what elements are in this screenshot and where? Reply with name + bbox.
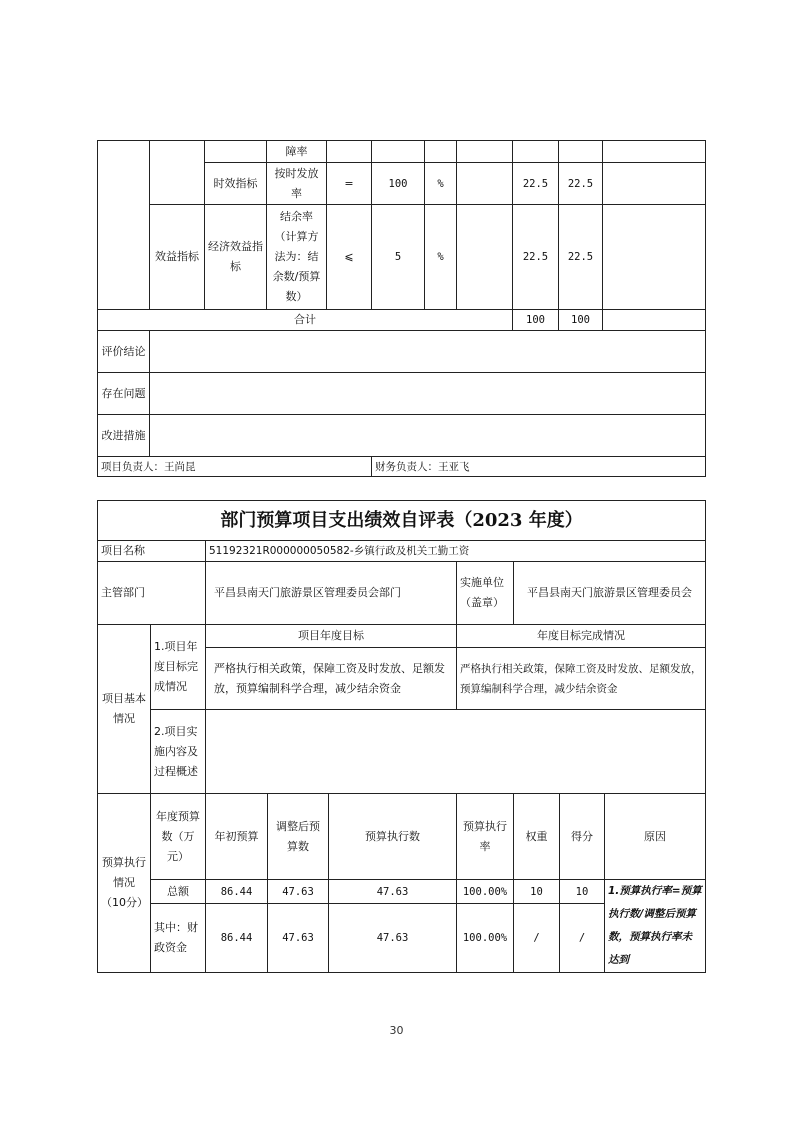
page-number: 30	[389, 1024, 404, 1037]
evaluation-conclusion-row	[98, 331, 706, 373]
operator-cell: =	[327, 163, 372, 205]
initial-budget: 86.44	[206, 904, 268, 973]
sub-category-cell	[205, 141, 267, 163]
initial-budget: 86.44	[206, 880, 268, 904]
weight: /	[514, 904, 560, 973]
header-adjusted-budget: 调整后预算数	[268, 794, 329, 880]
dept-label: 主管部门	[98, 562, 206, 625]
header-reason: 原因	[605, 794, 706, 880]
executed-amount: 47.63	[329, 880, 457, 904]
project-name-label: 项目名称	[98, 541, 206, 562]
project-name-row	[98, 541, 706, 562]
budget-row-total	[98, 880, 706, 904]
operator-cell	[327, 141, 372, 163]
total-row	[98, 310, 706, 331]
actual-cell	[457, 141, 513, 163]
completion-text: 严格执行相关政策，保障工资及时发放、足额发放，预算编制科学合理，减少结余资金	[457, 648, 706, 710]
header-score: 得分	[560, 794, 605, 880]
reason-cell	[603, 163, 706, 205]
process-row	[98, 710, 706, 794]
improvement-measures-value	[150, 415, 706, 457]
execution-rate: 100.00%	[457, 880, 514, 904]
weight-cell: 22.5	[513, 163, 559, 205]
department-row	[98, 562, 706, 625]
execution-rate: 100.00%	[457, 904, 514, 973]
budget-execution-label: 预算执行情况（10分）	[98, 794, 151, 973]
target-cell: 100	[372, 163, 425, 205]
weight-cell	[513, 141, 559, 163]
category-cell	[98, 141, 150, 310]
completion-header: 年度目标完成情况	[457, 625, 706, 648]
indicator-table-continued	[97, 140, 706, 477]
category-cell	[150, 141, 205, 205]
goal-text: 严格执行相关政策，保障工资及时发放、足额发放，预算编制科学合理，减少结余资金	[206, 648, 457, 710]
project-name-value: 51192321R000000050582-乡镇行政及机关工勤工资	[206, 541, 706, 562]
actual-cell	[457, 205, 513, 310]
score-cell: 22.5	[559, 205, 603, 310]
target-cell: 5	[372, 205, 425, 310]
title-row	[98, 501, 706, 541]
operator-cell: ⩽	[327, 205, 372, 310]
unit-cell: %	[425, 163, 457, 205]
total-reason	[603, 310, 706, 331]
total-score: 100	[559, 310, 603, 331]
row-label: 其中：财政资金	[151, 904, 206, 973]
improvement-measures-label: 改进措施	[98, 415, 150, 457]
indicator-cell: 结余率（计算方法为：结余数/预算数）	[267, 205, 327, 310]
unit-cell	[425, 141, 457, 163]
impl-unit-label: 实施单位（盖章）	[457, 562, 514, 625]
header-executed: 预算执行数	[329, 794, 457, 880]
row-guarantee-tail	[98, 141, 706, 163]
row-label: 总额	[151, 880, 206, 904]
evaluation-conclusion-label: 评价结论	[98, 331, 150, 373]
score-cell	[559, 141, 603, 163]
row-benefit	[98, 205, 706, 310]
goal-header: 项目年度目标	[206, 625, 457, 648]
evaluation-conclusion-value	[150, 331, 706, 373]
weight: 10	[514, 880, 560, 904]
executed-amount: 47.63	[329, 904, 457, 973]
actual-cell	[457, 163, 513, 205]
score-cell: 22.5	[559, 163, 603, 205]
reason-cell	[603, 141, 706, 163]
existing-problems-row	[98, 373, 706, 415]
header-execution-rate: 预算执行率	[457, 794, 514, 880]
signature-row	[98, 457, 706, 477]
target-cell	[372, 141, 425, 163]
total-weight: 100	[513, 310, 559, 331]
category-cell: 效益指标	[150, 205, 205, 310]
page-title: 部门预算项目支出绩效自评表（2023 年度）	[98, 501, 706, 541]
sub-category-cell: 时效指标	[205, 163, 267, 205]
process-value	[206, 710, 706, 794]
goal-header-row	[98, 625, 706, 648]
weight-cell: 22.5	[513, 205, 559, 310]
reason-text: 1.预算执行率=预算执行数/调整后预算数，预算执行率未达到	[605, 880, 706, 973]
performance-self-evaluation-table	[97, 500, 706, 973]
budget-header-row	[98, 794, 706, 880]
indicator-cell: 按时发放率	[267, 163, 327, 205]
adjusted-budget: 47.63	[268, 880, 329, 904]
sub-category-cell: 经济效益指标	[205, 205, 267, 310]
score: 10	[560, 880, 605, 904]
project-leader: 项目负责人：王尚昆	[98, 457, 372, 477]
goal-label: 1.项目年度目标完成情况	[151, 625, 206, 710]
header-initial-budget: 年初预算	[206, 794, 268, 880]
existing-problems-value	[150, 373, 706, 415]
finance-leader: 财务负责人：王亚飞	[372, 457, 706, 477]
process-label: 2.项目实施内容及过程概述	[151, 710, 206, 794]
existing-problems-label: 存在问题	[98, 373, 150, 415]
header-weight: 权重	[514, 794, 560, 880]
total-label: 合计	[98, 310, 513, 331]
unit-cell: %	[425, 205, 457, 310]
score: /	[560, 904, 605, 973]
reason-cell	[603, 205, 706, 310]
adjusted-budget: 47.63	[268, 904, 329, 973]
header-annual-budget: 年度预算数（万元）	[151, 794, 206, 880]
improvement-measures-row	[98, 415, 706, 457]
indicator-cell: 障率	[267, 141, 327, 163]
basic-info-label: 项目基本情况	[98, 625, 151, 794]
dept-value: 平昌县南天门旅游景区管理委员会部门	[206, 562, 457, 625]
impl-unit-value: 平昌县南天门旅游景区管理委员会	[514, 562, 706, 625]
